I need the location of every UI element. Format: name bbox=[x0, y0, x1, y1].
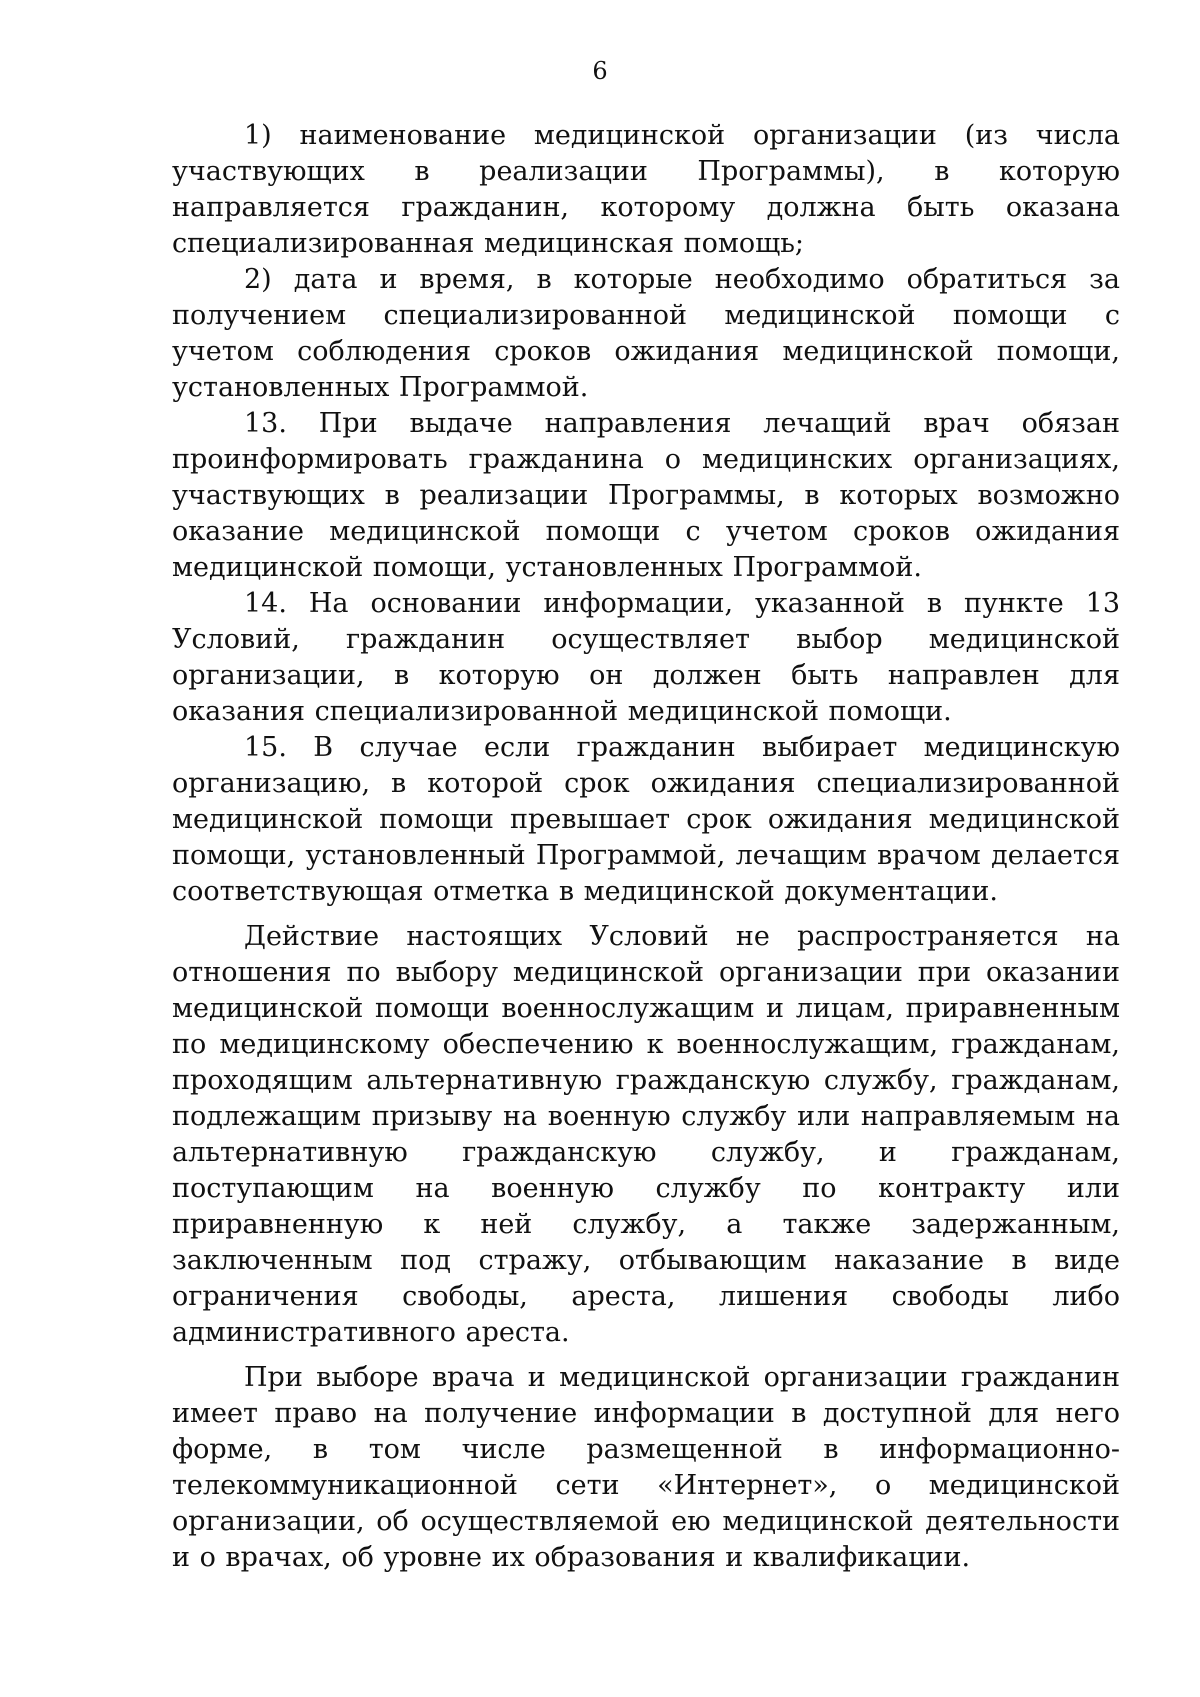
document-body bbox=[172, 118, 1120, 1576]
paragraph-item-1: 1) наименование медицинской организации (из числа участвующих в реализации Программы), в которую направляется гражданин, которому должна быть оказана специализированная медицинская помощь; bbox=[172, 120, 1120, 259]
paragraph-item-15: 15. В случае если гражданин выбирает медицинскую организацию, в которой срок ожидания специализированной медицинской помощи превышает срок ожидания медицинской помощи, установленный Программой, лечащим врачом делается соответствующая отметка в медицинской документации. bbox=[172, 732, 1120, 907]
paragraph-item-2: 2) дата и время, в которые необходимо обратиться за получением специализированной медицинской помощи с учетом соблюдения сроков ожидания медицинской помощи, установленных Программой. bbox=[172, 264, 1120, 403]
paragraph-item-13: 13. При выдаче направления лечащий врач обязан проинформировать гражданина о медицинских организациях, участвующих в реализации Программы, в которых возможно оказание медицинской помощи с учетом сроков ожидания медицинской помощи, установленных Программой. bbox=[172, 408, 1120, 583]
paragraph-item-14: 14. На основании информации, указанной в пункте 13 Условий, гражданин осуществляет выбор медицинской организации, в которую он должен быть направлен для оказания специализированной медицинской помощи. bbox=[172, 588, 1120, 727]
paragraph-scope-exclusions: Действие настоящих Условий не распространяется на отношения по выбору медицинской организации при оказании медицинской помощи военнослужащим и лицам, приравненным по медицинскому обеспечению к военнослужащим, гражданам, проходящим альтернативную гражданскую службу, гражданам, подлежащим призыву на военную службу или направляемым на альтернативную гражданскую службу, и гражданам, поступающим на военную службу по контракту или приравненную к ней службу, а также задержанным, заключенным под стражу, отбывающим наказание в виде ограничения свободы, ареста, лишения свободы либо административного ареста. bbox=[172, 921, 1120, 1348]
page-number: 6 bbox=[592, 57, 608, 85]
paragraph-right-to-information: При выборе врача и медицинской организации гражданин имеет право на получение информации в доступной для него форме, в том числе размещенной в информационно-телекоммуникационной сети «Интернет», о медицинской организации, об осуществляемой ею медицинской деятельности и о врачах, об уровне их образования и квалификации. bbox=[172, 1362, 1120, 1573]
